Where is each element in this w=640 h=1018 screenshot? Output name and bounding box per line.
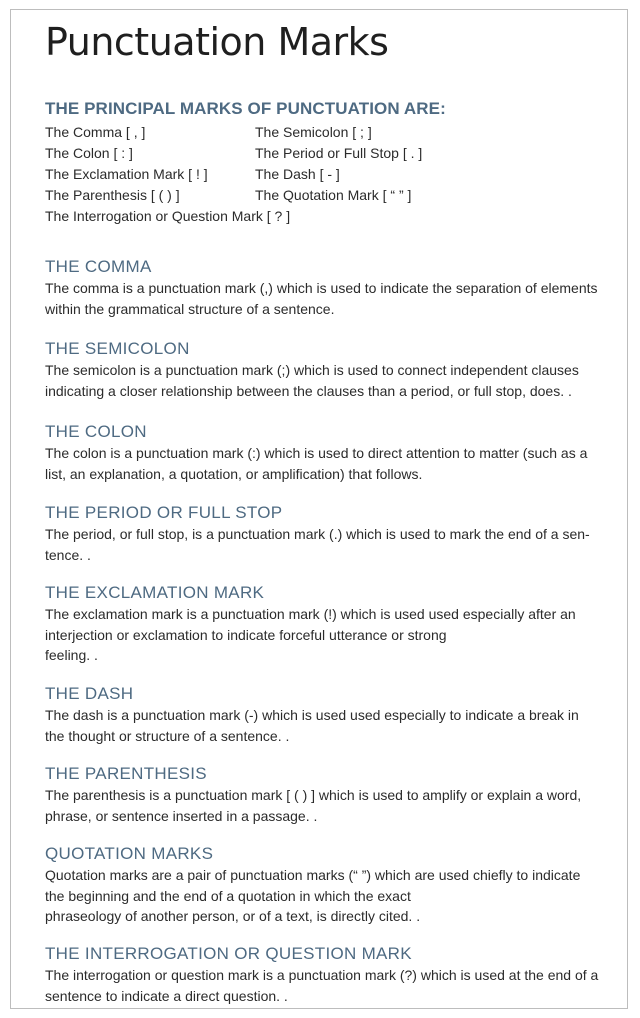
section-semicolon: [45, 338, 615, 401]
section-comma: [45, 256, 615, 319]
section-heading: THE COMMA: [45, 257, 152, 276]
section-text-line: list, an explanation, a quotation, or amplification) that follows.: [45, 465, 423, 482]
mark-item-comma: The Comma [ , ]: [45, 124, 146, 140]
mark-item-semicolon: The Semicolon [ ; ]: [255, 124, 372, 140]
section-text-line: within the grammatical structure of a sentence.: [45, 300, 335, 317]
section-exclamation: [45, 582, 615, 666]
section-text-line: phraseology of another person, or of a text, is directly cited. .: [45, 908, 421, 924]
section-quotation: [45, 843, 615, 927]
section-text-line: sentence to indicate a direct question. .: [45, 987, 288, 1004]
section-text-line: the beginning and the end of a quotation in which the exact: [45, 887, 411, 904]
section-heading: THE EXCLAMATION MARK: [45, 583, 265, 602]
section-text-line: The parenthesis is a punctuation mark [ ( ) ] which is used to amplify or explain a word,: [45, 787, 582, 803]
section-text-line: the thought or structure of a sentence. .: [45, 727, 290, 744]
principal-marks-heading: THE PRINCIPAL MARKS OF PUNCTUATION ARE:: [45, 99, 446, 118]
section-heading: THE SEMICOLON: [45, 339, 190, 358]
marks-row: [45, 206, 615, 227]
section-text-line: indicating a closer relationship between the clauses than a period, or full stop, does. .: [45, 382, 572, 399]
section-heading: THE DASH: [45, 684, 134, 703]
page-title: Punctuation Marks: [45, 20, 389, 64]
mark-item-question: The Interrogation or Question Mark [ ? ]: [45, 208, 291, 224]
mark-item-colon: The Colon [ : ]: [45, 145, 133, 161]
marks-row: [45, 185, 615, 206]
mark-item-exclamation: The Exclamation Mark [ ! ]: [45, 166, 208, 182]
section-text-line: The interrogation or question mark is a punctuation mark (?) which is used at the end of a: [45, 967, 599, 983]
principal-marks-list: [45, 122, 615, 227]
section-text-line: phrase, or sentence inserted in a passage. .: [45, 807, 318, 824]
marks-row: [45, 143, 615, 164]
section-text-line: interjection or exclamation to indicate forceful utterance or strong: [45, 626, 447, 643]
section-text-line: tence. .: [45, 546, 91, 563]
section-heading: THE PERIOD OR FULL STOP: [45, 503, 283, 522]
section-dash: [45, 683, 615, 746]
section-text-line: The colon is a punctuation mark (:) which is used to direct attention to matter (such as a: [45, 445, 588, 461]
section-parenthesis: [45, 763, 615, 826]
section-text-line: Quotation marks are a pair of punctuation marks (“ ”) which are used chiefly to indicate: [45, 867, 581, 883]
section-question: [45, 943, 615, 1006]
mark-item-dash: The Dash [ - ]: [255, 166, 340, 182]
marks-row: [45, 164, 615, 185]
section-text-line: The comma is a punctuation mark (,) which is used to indicate the separation of elements: [45, 280, 598, 296]
section-text-line: The semicolon is a punctuation mark (;) which is used to connect independent clauses: [45, 362, 579, 378]
document-card: [10, 9, 628, 1009]
section-period: [45, 502, 615, 565]
section-text-line: The period, or full stop, is a punctuation mark (.) which is used to mark the end of a sen-: [45, 526, 590, 542]
section-heading: QUOTATION MARKS: [45, 844, 214, 863]
mark-item-parenthesis: The Parenthesis [ ( ) ]: [45, 187, 180, 203]
section-text-line: The dash is a punctuation mark (-) which is used used especially to indicate a break in: [45, 707, 579, 723]
section-heading: THE INTERROGATION OR QUESTION MARK: [45, 944, 412, 963]
marks-row: [45, 122, 615, 143]
section-text-line: The exclamation mark is a punctuation mark (!) which is used used especially after an: [45, 606, 576, 622]
mark-item-period: The Period or Full Stop [ . ]: [255, 145, 423, 161]
mark-item-quotation: The Quotation Mark [ “ ” ]: [255, 187, 412, 203]
section-heading: THE PARENTHESIS: [45, 764, 207, 783]
section-colon: [45, 421, 615, 484]
section-text-line: feeling. .: [45, 647, 98, 663]
section-heading: THE COLON: [45, 422, 147, 441]
